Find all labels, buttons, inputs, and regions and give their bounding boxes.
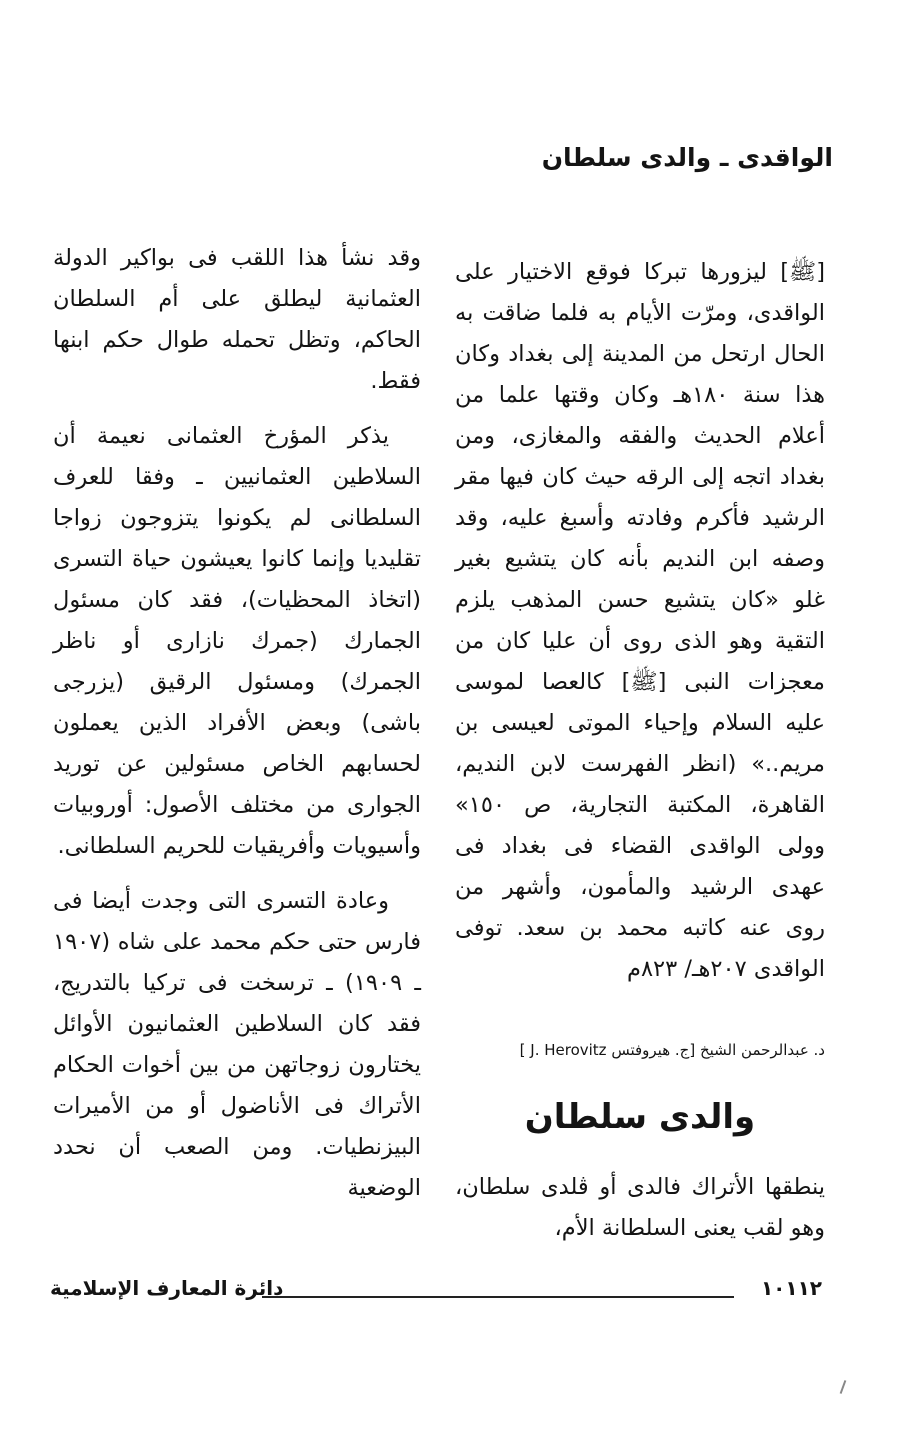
left-paragraph-2: يذكر المؤرخ العثمانى نعيمة أن السلاطين العثمانيين ـ وفقا للعرف السلطانى لم يكونوا يتزوجون زواجا تقليديا وإنما كانوا يعيشون حياة التسرى (اتخاذ المحظيات)، فقد كان مسئول الجمارك (جمرك نازارى أو ناظر الجمرك) ومسئول الرقيق (يزرجى باشى) وبعض الأفراد الذين يعملون لحسابهم الخاص مسئولين عن توريد الجوارى من مختلف الأصول: أوروبيات وأسيويات وأفريقيات للحريم السلطانى.: [53, 423, 421, 859]
running-header: الواقدى ـ والدى سلطان: [541, 143, 833, 172]
article-title: والدى سلطان: [524, 1097, 756, 1137]
left-column: [53, 238, 421, 1209]
footer-rule: [262, 1296, 734, 1298]
publication-title: دائرة المعارف الإسلامية: [50, 1276, 284, 1300]
right-column-paragraph: [ﷺ] ليزورها تبركا فوقع الاختيار على الواقدى، ومرّت الأيام به فلما ضاقت به الحال ارتحل من المدينة إلى بغداد وكان هذا سنة ١٨٠هـ وكان وقتها علما من أعلام الحديث والفقه والمغازى، ومن بغداد اتجه إلى الرقه حيث كان فيها مقر الرشيد فأكرم وفادته وأسبغ عليه، وقد وصفه ابن النديم بأنه كان يتشيع بغير غلو «كان يتشيع حسن المذهب يلزم التقية وهو الذى روى أن عليا كان من معجزات النبى [ﷺ] كالعصا لموسى عليه السلام وإحياء الموتى لعيسى بن مريم..» (انظر الفهرست لابن النديم، القاهرة، المكتبة التجارية، ص ١٥٠» وولى الواقدى القضاء فى بغداد فى عهدى الرشيد والمأمون، وأشهر من روى عنه كاتبه محمد بن سعد. توفى الواقدى ٢٠٧هـ/ ٨٢٣م: [455, 259, 826, 982]
right-column: [455, 252, 825, 990]
left-paragraph-3: وعادة التسرى التى وجدت أيضا فى فارس حتى حكم محمد على شاه (١٩٠٧ ـ ١٩٠٩) ـ ترسخت فى تركيا بالتدريج، فقد كان السلاطين العثمانيون الأوائل يختارون زوجاتهن من بين أخوات الحكام الأتراك فى الأناضول أو من الأميرات البيزنطيات. ومن الصعب أن نحدد الوضعية: [53, 888, 421, 1201]
page-number: ١٠١١٢: [760, 1276, 822, 1300]
left-paragraph-1: وقد نشأ هذا اللقب فى بواكير الدولة العثمانية ليطلق على أم السلطان الحاكم، وتظل تحمله طوال حكم ابنها فقط.: [53, 245, 421, 394]
page-footer: [50, 1276, 822, 1316]
scan-mark: [840, 1380, 847, 1394]
author-byline: د. عبدالرحمن الشيخ [ج. هيروفتس J. Herovitz ]: [519, 1041, 825, 1059]
article-intro: ينطقها الأتراك فالدى أو ڤلدى سلطان، وهو لقب يعنى السلطانة الأم،: [455, 1174, 825, 1241]
